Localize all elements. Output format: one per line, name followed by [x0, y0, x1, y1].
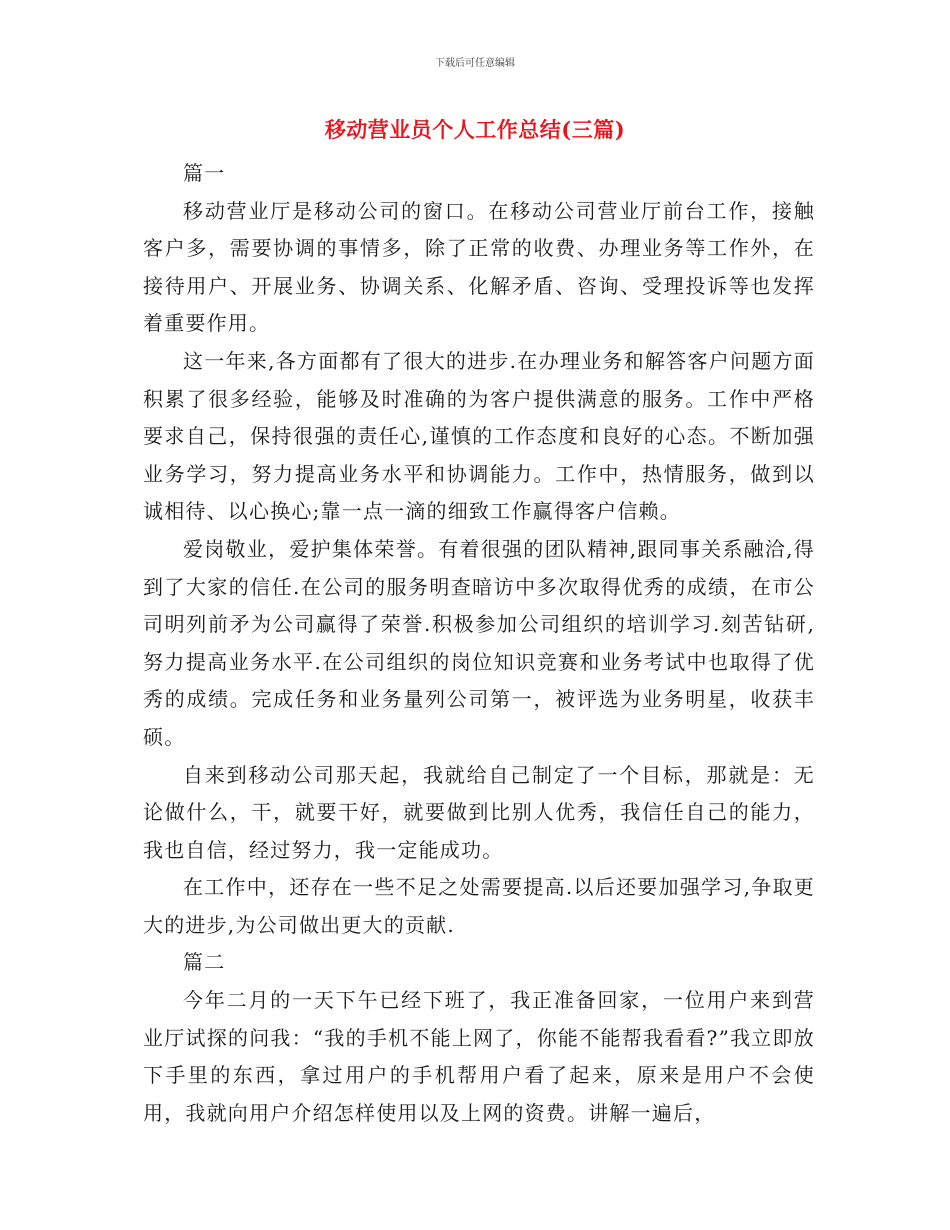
paragraph: 今年二月的一天下午已经下班了，我正准备回家，一位用户来到营业厅试探的问我：“我的手机不能上网了，你能不能帮我看看?”我立即放下手里的东西，拿过用户的手机帮用户看了起来，原来是用户不会使用，我就向用户介绍怎样使用以及上网的资费。讲解一遍后，	[143, 988, 815, 1125]
document-body	[143, 155, 815, 1132]
paragraph: 在工作中，还存在一些不足之处需要提高.以后还要加强学习,争取更大的进步,为公司做出更大的贡献.	[143, 875, 815, 937]
paragraph: 自来到移动公司那天起，我就给自己制定了一个目标，那就是：无论做什么，干，就要干好，就要做到比别人优秀，我信任自己的能力，我也自信，经过努力，我一定能成功。	[143, 762, 815, 862]
section-heading-1: 篇一	[183, 161, 226, 185]
paragraph: 爱岗敬业，爱护集体荣誉。有着很强的团队精神,跟同事关系融洽,得到了大家的信任.在公司的服务明查暗访中多次取得优秀的成绩，在市公司明列前矛为公司赢得了荣誉.积极参加公司组织的培训学习.刻苦钻研,努力提高业务水平.在公司组织的岗位知识竞赛和业务考试中也取得了优秀的成绩。完成任务和业务量列公司第一，被评选为业务明星，收获丰硕。	[143, 536, 815, 749]
header-note: 下载后可任意编辑	[435, 58, 515, 69]
paragraph: 移动营业厅是移动公司的窗口。在移动公司营业厅前台工作，接触客户多，需要协调的事情多，除了正常的收费、办理业务等工作外，在接待用户、开展业务、协调关系、化解矛盾、咨询、受理投诉等也发挥着重要作用。	[143, 198, 815, 336]
section-heading-2: 篇二	[183, 950, 226, 975]
paragraph: 这一年来,各方面都有了很大的进步.在办理业务和解答客户问题方面积累了很多经验，能够及时准确的为客户提供满意的服务。工作中严格要求自己，保持很强的责任心,谨慎的工作态度和良好的心态。不断加强业务学习，努力提高业务水平和协调能力。工作中，热情服务，做到以诚相待、以心换心;靠一点一滴的细致工作赢得客户信赖。	[143, 348, 815, 524]
document-title: 移动营业员个人工作总结(三篇)	[324, 117, 626, 142]
